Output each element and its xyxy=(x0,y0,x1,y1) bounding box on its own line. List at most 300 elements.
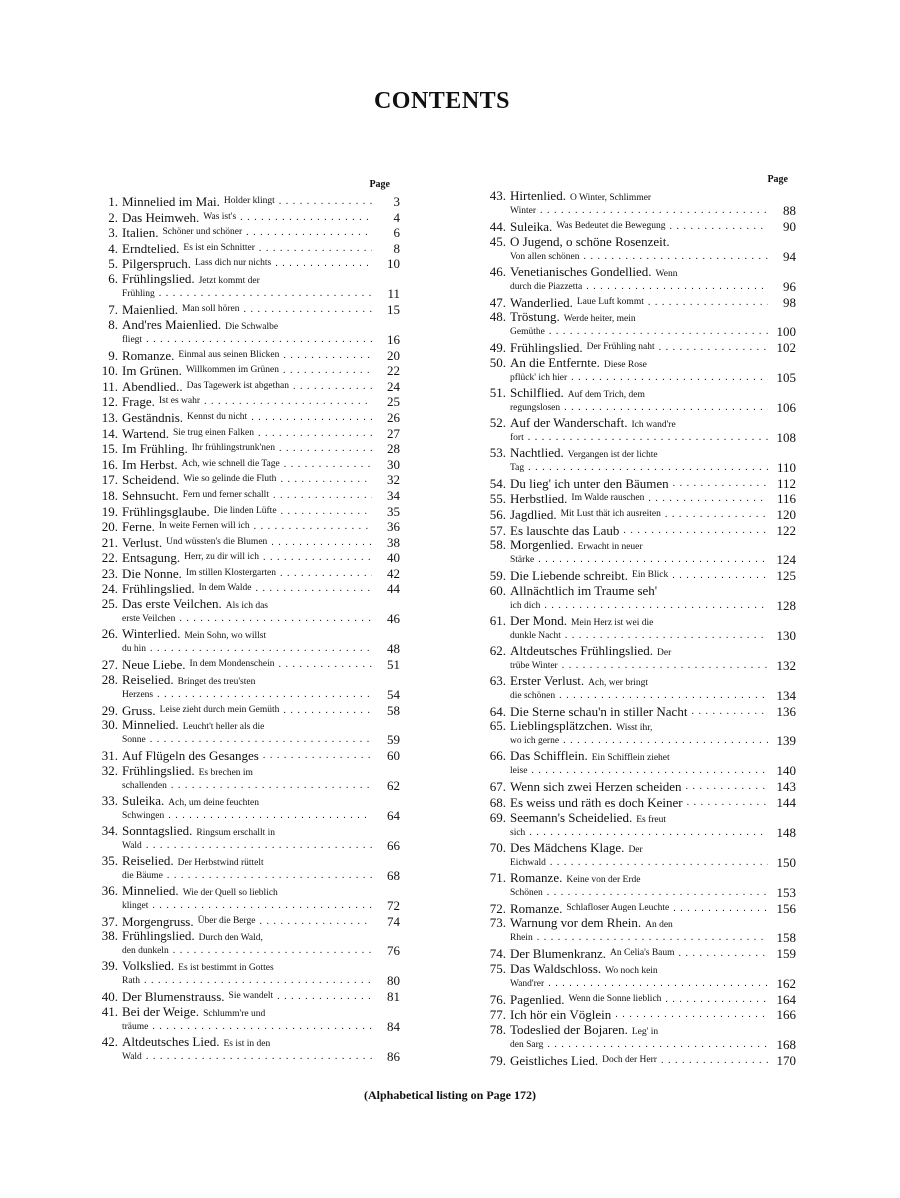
song-title: Frühlingslied. xyxy=(122,763,195,778)
entry-first-line xyxy=(98,627,400,641)
incipit-continuation: leise xyxy=(510,766,528,777)
incipit-continuation: regungslosen xyxy=(510,402,561,413)
entry-number: 73. xyxy=(489,916,506,931)
entry-number: 78. xyxy=(489,1022,506,1037)
dot-leader xyxy=(293,379,372,395)
entry-number: 66. xyxy=(489,749,506,764)
incipit-continuation: träume xyxy=(122,1022,149,1033)
incipit-continuation: Rhein xyxy=(510,933,533,944)
entry-second-line xyxy=(98,732,400,748)
contents-entry xyxy=(98,318,400,348)
entry-first-line xyxy=(98,929,400,943)
contents-entry xyxy=(486,795,796,811)
entry-first-line xyxy=(486,871,796,885)
contents-entry xyxy=(486,704,796,720)
contents-entry xyxy=(486,992,796,1008)
song-title: Wanderlied. xyxy=(510,294,573,310)
song-incipit: Herr, zu dir will ich xyxy=(184,552,259,563)
entry-number: 63. xyxy=(489,673,506,688)
contents-entry xyxy=(486,386,796,416)
page-number: 162 xyxy=(776,975,796,991)
song-title: Seemann's Scheidelied. xyxy=(510,810,633,825)
song-title: Morgenlied. xyxy=(510,538,574,553)
song-incipit: Werde heiter, mein xyxy=(563,314,636,325)
song-title: Minnelied im Mai. xyxy=(122,194,220,209)
page-number: 136 xyxy=(776,703,796,719)
song-incipit: Es ist ein Schnitter xyxy=(183,242,255,253)
contents-entry xyxy=(98,379,400,395)
contents-entry xyxy=(486,962,796,992)
dot-leader xyxy=(271,535,372,551)
entry-first-line xyxy=(486,749,796,763)
contents-entry xyxy=(486,189,796,219)
song-title: Romanze. xyxy=(510,870,563,885)
contents-entry xyxy=(98,488,400,504)
song-title: Venetianisches Gondellied. xyxy=(510,264,652,279)
entry-number: 37. xyxy=(101,913,118,929)
entry-second-line xyxy=(486,400,796,416)
contents-entry xyxy=(486,340,796,356)
page-number: 86 xyxy=(387,1049,400,1065)
song-title: Das Waldschloss. xyxy=(510,961,602,976)
page-title: CONTENTS xyxy=(373,88,511,114)
entry-first-line xyxy=(486,1023,796,1037)
song-title: Italien. xyxy=(122,225,159,241)
song-incipit: Ein Schifflein ziehet xyxy=(591,753,670,764)
contents-entry xyxy=(98,794,400,824)
song-title: Schilflied. xyxy=(510,385,564,400)
contents-entry xyxy=(486,946,796,962)
song-incipit: Wo noch kein xyxy=(605,965,658,976)
page-number: 125 xyxy=(776,568,796,584)
contents-entry xyxy=(486,644,796,674)
entry-number: 5. xyxy=(108,256,118,272)
entry-number: 49. xyxy=(489,340,506,356)
song-title: Frühlingslied. xyxy=(122,929,195,944)
contents-entry xyxy=(98,764,400,794)
entry-number: 20. xyxy=(101,519,118,535)
dot-leader xyxy=(547,1037,768,1053)
contents-entry xyxy=(98,302,400,318)
dot-leader xyxy=(277,989,372,1005)
entry-number: 48. xyxy=(489,310,506,325)
dot-leader xyxy=(583,249,768,265)
song-incipit: Kennst du nicht xyxy=(187,411,248,422)
contents-entry xyxy=(98,718,400,748)
entry-first-line xyxy=(486,446,796,460)
song-title: Morgengruss. xyxy=(122,913,194,929)
page-number: 59 xyxy=(387,732,400,748)
dot-leader xyxy=(586,279,768,295)
page-number: 148 xyxy=(776,824,796,840)
song-incipit: Mit Lust thät ich ausreiten xyxy=(560,508,661,519)
dot-leader xyxy=(562,658,768,674)
song-incipit: Ringsum erschallt in xyxy=(196,827,276,838)
song-title: Minnelied. xyxy=(122,718,179,733)
dot-leader xyxy=(146,332,372,348)
song-incipit: Schlumm're und xyxy=(203,1009,266,1020)
page-number: 144 xyxy=(776,794,796,810)
song-incipit: Erwacht in neuer xyxy=(577,542,643,553)
entry-number: 54. xyxy=(489,475,506,491)
entry-first-line xyxy=(486,644,796,658)
entry-number: 43. xyxy=(489,189,506,203)
song-title: Frühlingsglaube. xyxy=(122,503,210,519)
incipit-continuation: durch die Piazzetta xyxy=(510,281,583,292)
entry-number: 33. xyxy=(101,793,118,808)
entry-number: 10. xyxy=(101,363,118,379)
page-number: 100 xyxy=(776,324,796,340)
entry-second-line xyxy=(98,838,400,854)
contents-entry xyxy=(486,507,796,523)
song-title: Auf der Wanderschaft. xyxy=(510,415,628,430)
entry-first-line xyxy=(98,597,400,611)
song-incipit: Mein Herz ist wei die xyxy=(571,617,654,628)
dot-leader xyxy=(544,598,768,614)
song-incipit: Was Bedeutet die Bewegung xyxy=(556,221,666,231)
song-incipit: Der xyxy=(657,647,672,658)
song-title: Im Frühling. xyxy=(122,441,188,457)
entry-number: 38. xyxy=(101,929,118,944)
entry-first-line xyxy=(98,824,400,838)
entry-number: 36. xyxy=(101,883,118,898)
entry-first-line xyxy=(486,674,796,688)
entry-number: 44. xyxy=(489,219,506,234)
entry-number: 53. xyxy=(489,445,506,460)
contents-entry xyxy=(98,959,400,989)
entry-first-line xyxy=(486,189,796,203)
page-number: 128 xyxy=(776,597,796,613)
contents-entry xyxy=(98,581,400,597)
incipit-continuation: Wand'rer xyxy=(510,978,545,989)
contents-entry xyxy=(486,295,796,311)
song-title: Des Mädchens Klage. xyxy=(510,840,625,855)
contents-entry xyxy=(98,748,400,764)
song-incipit: Wisst ihr, xyxy=(616,723,653,734)
song-title: Todeslied der Bojaren. xyxy=(510,1022,628,1037)
contents-entry xyxy=(486,310,796,340)
contents-entry xyxy=(486,235,796,265)
song-title: Lieblingsplätzchen. xyxy=(510,719,613,734)
song-title: Pagenlied. xyxy=(510,991,565,1007)
entry-number: 56. xyxy=(489,506,506,522)
dot-leader xyxy=(679,946,768,962)
song-incipit: Leg' in xyxy=(631,1026,659,1037)
page-number: 44 xyxy=(387,581,400,597)
contents-entry xyxy=(98,597,400,627)
dot-leader xyxy=(547,885,768,901)
dot-leader xyxy=(258,426,372,442)
entry-second-line xyxy=(98,687,400,703)
incipit-continuation: dunkle Nacht xyxy=(510,630,561,641)
song-incipit: Im stillen Klostergarten xyxy=(185,567,276,578)
song-title: Allnächtlich im Traume seh' xyxy=(510,583,658,598)
song-title: Die Sterne schau'n in stiller Nacht xyxy=(510,703,688,719)
entry-second-line xyxy=(486,855,796,871)
song-incipit: Es ist bestimmt in Gottes xyxy=(178,963,274,974)
song-title: Wartend. xyxy=(122,425,169,441)
song-title: Romanze. xyxy=(122,347,175,363)
dot-leader xyxy=(146,1049,372,1065)
incipit-continuation: klinget xyxy=(122,900,149,911)
song-incipit: Bringet des treu'sten xyxy=(177,676,256,687)
dot-leader xyxy=(255,581,372,597)
dot-leader xyxy=(275,256,372,272)
song-title: Suleika. xyxy=(122,793,165,808)
entry-second-line xyxy=(486,733,796,749)
entry-number: 40. xyxy=(101,989,118,1005)
page-number: 98 xyxy=(783,294,796,310)
dot-leader xyxy=(691,704,768,720)
entry-number: 26. xyxy=(101,627,118,642)
entry-number: 29. xyxy=(101,702,118,718)
entry-second-line xyxy=(98,943,400,959)
dot-leader xyxy=(528,460,768,476)
song-title: Du lieg' ich unter den Bäumen xyxy=(510,475,669,491)
dot-leader xyxy=(150,732,372,748)
entry-number: 13. xyxy=(101,409,118,425)
contents-entry xyxy=(98,535,400,551)
contents-entry xyxy=(486,1053,796,1069)
entry-number: 60. xyxy=(489,583,506,598)
song-incipit: Willkommen im Grünen xyxy=(185,365,279,376)
incipit-continuation: du hin xyxy=(122,644,147,655)
dot-leader xyxy=(263,550,372,566)
entry-second-line xyxy=(98,286,400,302)
page-column-header: Page xyxy=(767,174,788,185)
contents-entry xyxy=(486,523,796,539)
entry-number: 52. xyxy=(489,415,506,430)
dot-leader xyxy=(623,523,768,539)
entry-number: 16. xyxy=(101,456,118,472)
song-title: Hirtenlied. xyxy=(510,189,566,203)
dot-leader xyxy=(648,491,768,507)
page-number: 22 xyxy=(387,363,400,379)
song-title: Frühlingslied. xyxy=(122,581,195,597)
entry-number: 2. xyxy=(108,209,118,225)
page-number: 170 xyxy=(776,1052,796,1068)
song-incipit: In weite Fernen will ich xyxy=(158,521,250,532)
entry-number: 3. xyxy=(108,225,118,241)
entry-number: 15. xyxy=(101,441,118,457)
page-number: 11 xyxy=(387,285,400,301)
song-title: Das Schifflein. xyxy=(510,749,588,764)
dot-leader xyxy=(259,914,372,930)
song-title: Suleika. xyxy=(510,219,553,234)
page-number: 159 xyxy=(776,946,796,962)
entry-first-line xyxy=(98,854,400,868)
entry-second-line xyxy=(486,688,796,704)
dot-leader xyxy=(559,688,768,704)
song-incipit: Diese Rose xyxy=(603,359,647,370)
contents-entry xyxy=(98,673,400,703)
page-number: 140 xyxy=(776,763,796,779)
entry-number: 65. xyxy=(489,719,506,734)
page-number: 51 xyxy=(387,657,400,673)
entry-first-line xyxy=(486,811,796,825)
entry-number: 8. xyxy=(108,317,118,332)
dot-leader xyxy=(146,838,372,854)
entry-second-line xyxy=(486,976,796,992)
entry-first-line xyxy=(486,416,796,430)
dot-leader xyxy=(540,203,768,219)
song-incipit: Laue Luft kommt xyxy=(576,296,644,307)
page-number: 26 xyxy=(387,409,400,425)
incipit-continuation: die schönen xyxy=(510,690,556,701)
contents-column-right xyxy=(486,171,796,1069)
contents-entry xyxy=(98,441,400,457)
song-title: Herbstlied. xyxy=(510,491,568,507)
entry-list xyxy=(98,194,400,1065)
alphabetical-listing-note: (Alphabetical listing on Page 172) xyxy=(363,1088,536,1102)
dot-leader xyxy=(279,194,372,210)
dot-leader xyxy=(648,295,768,311)
song-title: Abendlied.. xyxy=(122,378,183,394)
entry-first-line xyxy=(486,916,796,930)
incipit-continuation: schallenden xyxy=(122,780,167,791)
contents-entry xyxy=(98,703,400,719)
song-incipit: Wenn die Sonne lieblich xyxy=(568,993,662,1004)
entry-first-line xyxy=(98,718,400,732)
dot-leader xyxy=(659,340,768,356)
contents-entry xyxy=(486,871,796,901)
contents-entry xyxy=(98,989,400,1005)
entry-second-line xyxy=(486,930,796,946)
song-title: Das Heimweh. xyxy=(122,209,200,225)
entry-number: 64. xyxy=(489,703,506,719)
incipit-continuation: fliegt xyxy=(122,334,143,345)
contents-entry xyxy=(98,550,400,566)
entry-first-line xyxy=(98,794,400,808)
dot-leader xyxy=(283,703,372,719)
entry-second-line xyxy=(98,641,400,657)
song-incipit: Jetzt kommt der xyxy=(198,275,260,286)
entry-number: 19. xyxy=(101,503,118,519)
entry-number: 1. xyxy=(108,194,118,209)
dot-leader xyxy=(661,1053,768,1069)
dot-leader xyxy=(273,488,372,504)
contents-entry xyxy=(98,929,400,959)
contents-entry xyxy=(98,1035,400,1065)
song-title: Reiselied. xyxy=(122,853,174,868)
entry-number: 11. xyxy=(102,378,118,394)
contents-entry xyxy=(486,568,796,584)
page-number: 90 xyxy=(783,219,796,234)
song-incipit: In dem Mondenschein xyxy=(189,659,275,670)
entry-number: 74. xyxy=(489,946,506,962)
entry-number: 47. xyxy=(489,294,506,310)
song-title: Maienlied. xyxy=(122,301,178,317)
entry-number: 39. xyxy=(101,959,118,974)
incipit-continuation: Wald xyxy=(122,1052,142,1063)
song-incipit: Der Herbstwind rüttelt xyxy=(177,857,264,868)
entry-second-line xyxy=(486,1037,796,1053)
contents-entry xyxy=(486,356,796,386)
song-title: Frage. xyxy=(122,394,155,410)
song-incipit: Im Walde rauschen xyxy=(571,493,645,504)
dot-leader xyxy=(152,898,372,914)
song-incipit: Der xyxy=(628,844,643,855)
incipit-continuation: Stärke xyxy=(510,555,535,566)
song-title: Im Grünen. xyxy=(122,363,182,379)
song-title: Altdeutsches Lied. xyxy=(122,1035,220,1050)
dot-leader xyxy=(254,519,372,535)
entry-second-line xyxy=(486,249,796,265)
page-number: 166 xyxy=(776,1007,796,1023)
incipit-continuation: fort xyxy=(510,432,524,443)
incipit-continuation: sich xyxy=(510,827,526,838)
entry-first-line xyxy=(98,959,400,973)
song-incipit: Über die Berge xyxy=(197,915,256,926)
entry-number: 59. xyxy=(489,568,506,584)
dot-leader xyxy=(528,430,768,446)
dot-leader xyxy=(550,855,768,871)
page-number: 42 xyxy=(387,565,400,581)
page-number: 150 xyxy=(776,854,796,870)
contents-entry xyxy=(98,348,400,364)
incipit-continuation: den Sarg xyxy=(510,1039,544,1050)
dot-leader xyxy=(670,219,769,235)
entry-second-line xyxy=(486,825,796,841)
page-number: 25 xyxy=(387,394,400,410)
dot-leader xyxy=(549,324,768,340)
song-incipit: Doch der Herr xyxy=(602,1054,657,1065)
page-number: 94 xyxy=(783,248,796,264)
entry-second-line xyxy=(486,460,796,476)
song-incipit: Die Schwalbe xyxy=(225,321,279,332)
contents-entry xyxy=(98,457,400,473)
contents-entry xyxy=(98,194,400,210)
song-title: Die Nonne. xyxy=(122,565,182,581)
contents-entry xyxy=(486,779,796,795)
dot-leader xyxy=(615,1007,768,1023)
contents-entry xyxy=(98,472,400,488)
entry-number: 32. xyxy=(101,763,118,778)
incipit-continuation: Winter xyxy=(510,206,536,216)
song-title: Bei der Weige. xyxy=(122,1005,200,1020)
dot-leader xyxy=(278,657,372,673)
entry-list xyxy=(486,189,796,1069)
incipit-continuation: den dunkeln xyxy=(122,946,169,957)
dot-leader xyxy=(167,868,372,884)
dot-leader xyxy=(686,779,769,795)
incipit-continuation: Wald xyxy=(122,840,142,851)
page-number: 164 xyxy=(776,991,796,1007)
song-title: Pilgerspruch. xyxy=(122,256,191,272)
page-number: 156 xyxy=(776,900,796,916)
entry-first-line xyxy=(486,841,796,855)
dot-leader xyxy=(150,641,372,657)
entry-number: 30. xyxy=(101,718,118,733)
page-number: 139 xyxy=(776,733,796,749)
dot-leader xyxy=(283,363,372,379)
contents-entry xyxy=(486,265,796,295)
dot-leader xyxy=(251,410,372,426)
page-column-header: Page xyxy=(369,179,390,190)
page-number: 16 xyxy=(387,331,400,347)
song-incipit: Leucht't heller als die xyxy=(182,722,265,733)
song-incipit: Vergangen ist der lichte xyxy=(567,449,658,460)
song-title: Neue Liebe. xyxy=(122,657,186,673)
contents-entry xyxy=(486,674,796,704)
entry-number: 18. xyxy=(101,487,118,503)
contents-entry xyxy=(486,491,796,507)
entry-first-line xyxy=(486,310,796,324)
contents-entry xyxy=(98,394,400,410)
page-number: 96 xyxy=(783,278,796,294)
page-number: 27 xyxy=(387,425,400,441)
entry-number: 77. xyxy=(489,1007,506,1023)
